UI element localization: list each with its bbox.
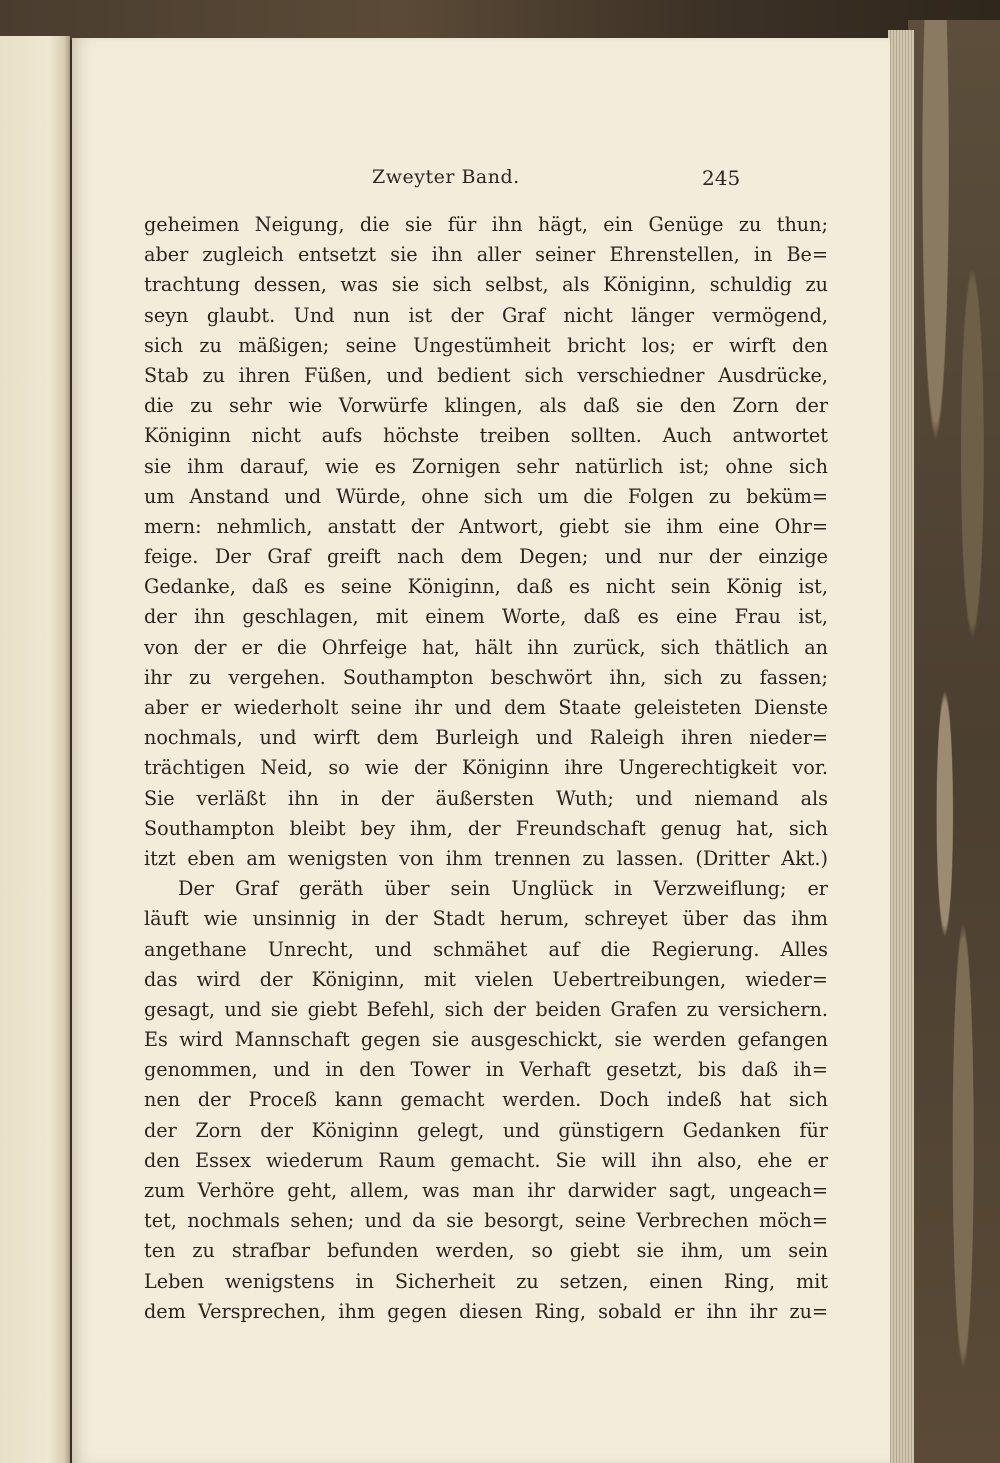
- text-line: gesagt, und sie giebt Befehl, sich der beiden Grafen zu versichern.: [144, 997, 828, 1021]
- text-line: ihr zu vergehen. Southampton beschwört ihn, sich zu fassen;: [144, 665, 828, 689]
- text-line: die zu sehr wie Vorwürfe klingen, als daß sie den Zorn der: [144, 394, 828, 418]
- text-line: Königinn nicht aufs höchste treiben sollten. Auch antwortet: [144, 424, 828, 448]
- text-line: den Essex wiederum Raum gemacht. Sie will ihn also, ehe er: [144, 1148, 828, 1172]
- text-line: aber zugleich entsetzt sie ihn aller seiner Ehrenstellen, in Be=: [144, 243, 828, 267]
- text-line: das wird der Königinn, mit vielen Uebertreibungen, wieder=: [144, 967, 828, 991]
- text-line: trächtigen Neid, so wie der Königinn ihre Ungerechtigkeit vor.: [144, 756, 828, 780]
- text-line: trachtung dessen, was sie sich selbst, als Königinn, schuldig zu: [144, 273, 828, 297]
- text-line: zum Verhöre geht, allem, was man ihr darwider sagt, ungeach=: [144, 1179, 828, 1202]
- text-line: läuft wie unsinnig in der Stadt herum, schreyet über das ihm: [144, 907, 828, 931]
- text-line: sich zu mäßigen; seine Ungestümheit bricht los; er wirft den: [144, 333, 828, 357]
- page-stack-edge: [888, 30, 914, 1463]
- text-line: um Anstand und Würde, ohne sich um die Folgen zu beküm=: [144, 484, 828, 508]
- text-line: Southampton bleibt bey ihm, der Freundschaft genug hat, sich: [144, 816, 828, 840]
- text-line: feige. Der Graf greift nach dem Degen; und nur der einzige: [144, 545, 828, 569]
- book-page: [72, 38, 890, 1463]
- previous-page-leaf: [0, 36, 70, 1463]
- running-head: [72, 166, 890, 196]
- text-line: geheimen Neigung, die sie für ihn hägt, ein Genüge zu thun;: [144, 213, 828, 236]
- text-line: von der er die Ohrfeige hat, hält ihn zurück, sich thätlich an: [144, 635, 828, 659]
- text-line: sie ihm darauf, wie es Zornigen sehr natürlich ist; ohne sich: [144, 454, 828, 478]
- marbled-cover-edge: [908, 20, 1000, 1463]
- text-line: nochmals, und wirft dem Burleigh und Raleigh ihren nieder=: [144, 726, 828, 750]
- text-line: Der Graf geräth über sein Unglück in Verzweiflung; er: [178, 877, 828, 901]
- text-line: mern: nehmlich, anstatt der Antwort, giebt sie ihm eine Ohr=: [144, 514, 828, 538]
- text-line: itzt eben am wenigsten von ihm trennen zu lassen. (Dritter Akt.): [144, 846, 828, 870]
- text-line: ten zu strafbar befunden werden, so giebt sie ihm, um sein: [144, 1239, 828, 1263]
- body-text: [144, 210, 828, 1327]
- text-line: der ihn geschlagen, mit einem Worte, daß es eine Frau ist,: [144, 605, 828, 629]
- running-head-title: Zweyter Band.: [372, 166, 520, 188]
- text-line: Stab zu ihren Füßen, und bedient sich verschiedner Ausdrücke,: [144, 363, 828, 387]
- page-number: 245: [702, 166, 741, 190]
- text-line: Gedanke, daß es seine Königinn, daß es nicht sein König ist,: [144, 575, 828, 599]
- text-line: nen der Proceß kann gemacht werden. Doch indeß hat sich: [144, 1088, 828, 1112]
- text-line: Sie verläßt ihn in der äußersten Wuth; und niemand als: [144, 786, 828, 810]
- text-line: Leben wenigstens in Sicherheit zu setzen, einen Ring, mit: [144, 1269, 828, 1293]
- text-line: der Zorn der Königinn gelegt, und günstigern Gedanken für: [144, 1118, 828, 1142]
- book-cover-top: [0, 0, 1000, 40]
- text-line: genommen, und in den Tower in Verhaft gesetzt, bis daß ih=: [144, 1058, 828, 1082]
- text-line: tet, nochmals sehen; und da sie besorgt, seine Verbrechen möch=: [144, 1209, 828, 1233]
- text-line: angethane Unrecht, und schmähet auf die Regierung. Alles: [144, 937, 828, 961]
- text-line: Es wird Mannschaft gegen sie ausgeschickt, sie werden gefangen: [144, 1028, 828, 1052]
- text-line: aber er wiederholt seine ihr und dem Staate geleisteten Dienste: [144, 696, 828, 719]
- text-line: seyn glaubt. Und nun ist der Graf nicht länger vermögend,: [144, 303, 828, 327]
- text-line: dem Versprechen, ihm gegen diesen Ring, sobald er ihn ihr zu=: [144, 1299, 828, 1323]
